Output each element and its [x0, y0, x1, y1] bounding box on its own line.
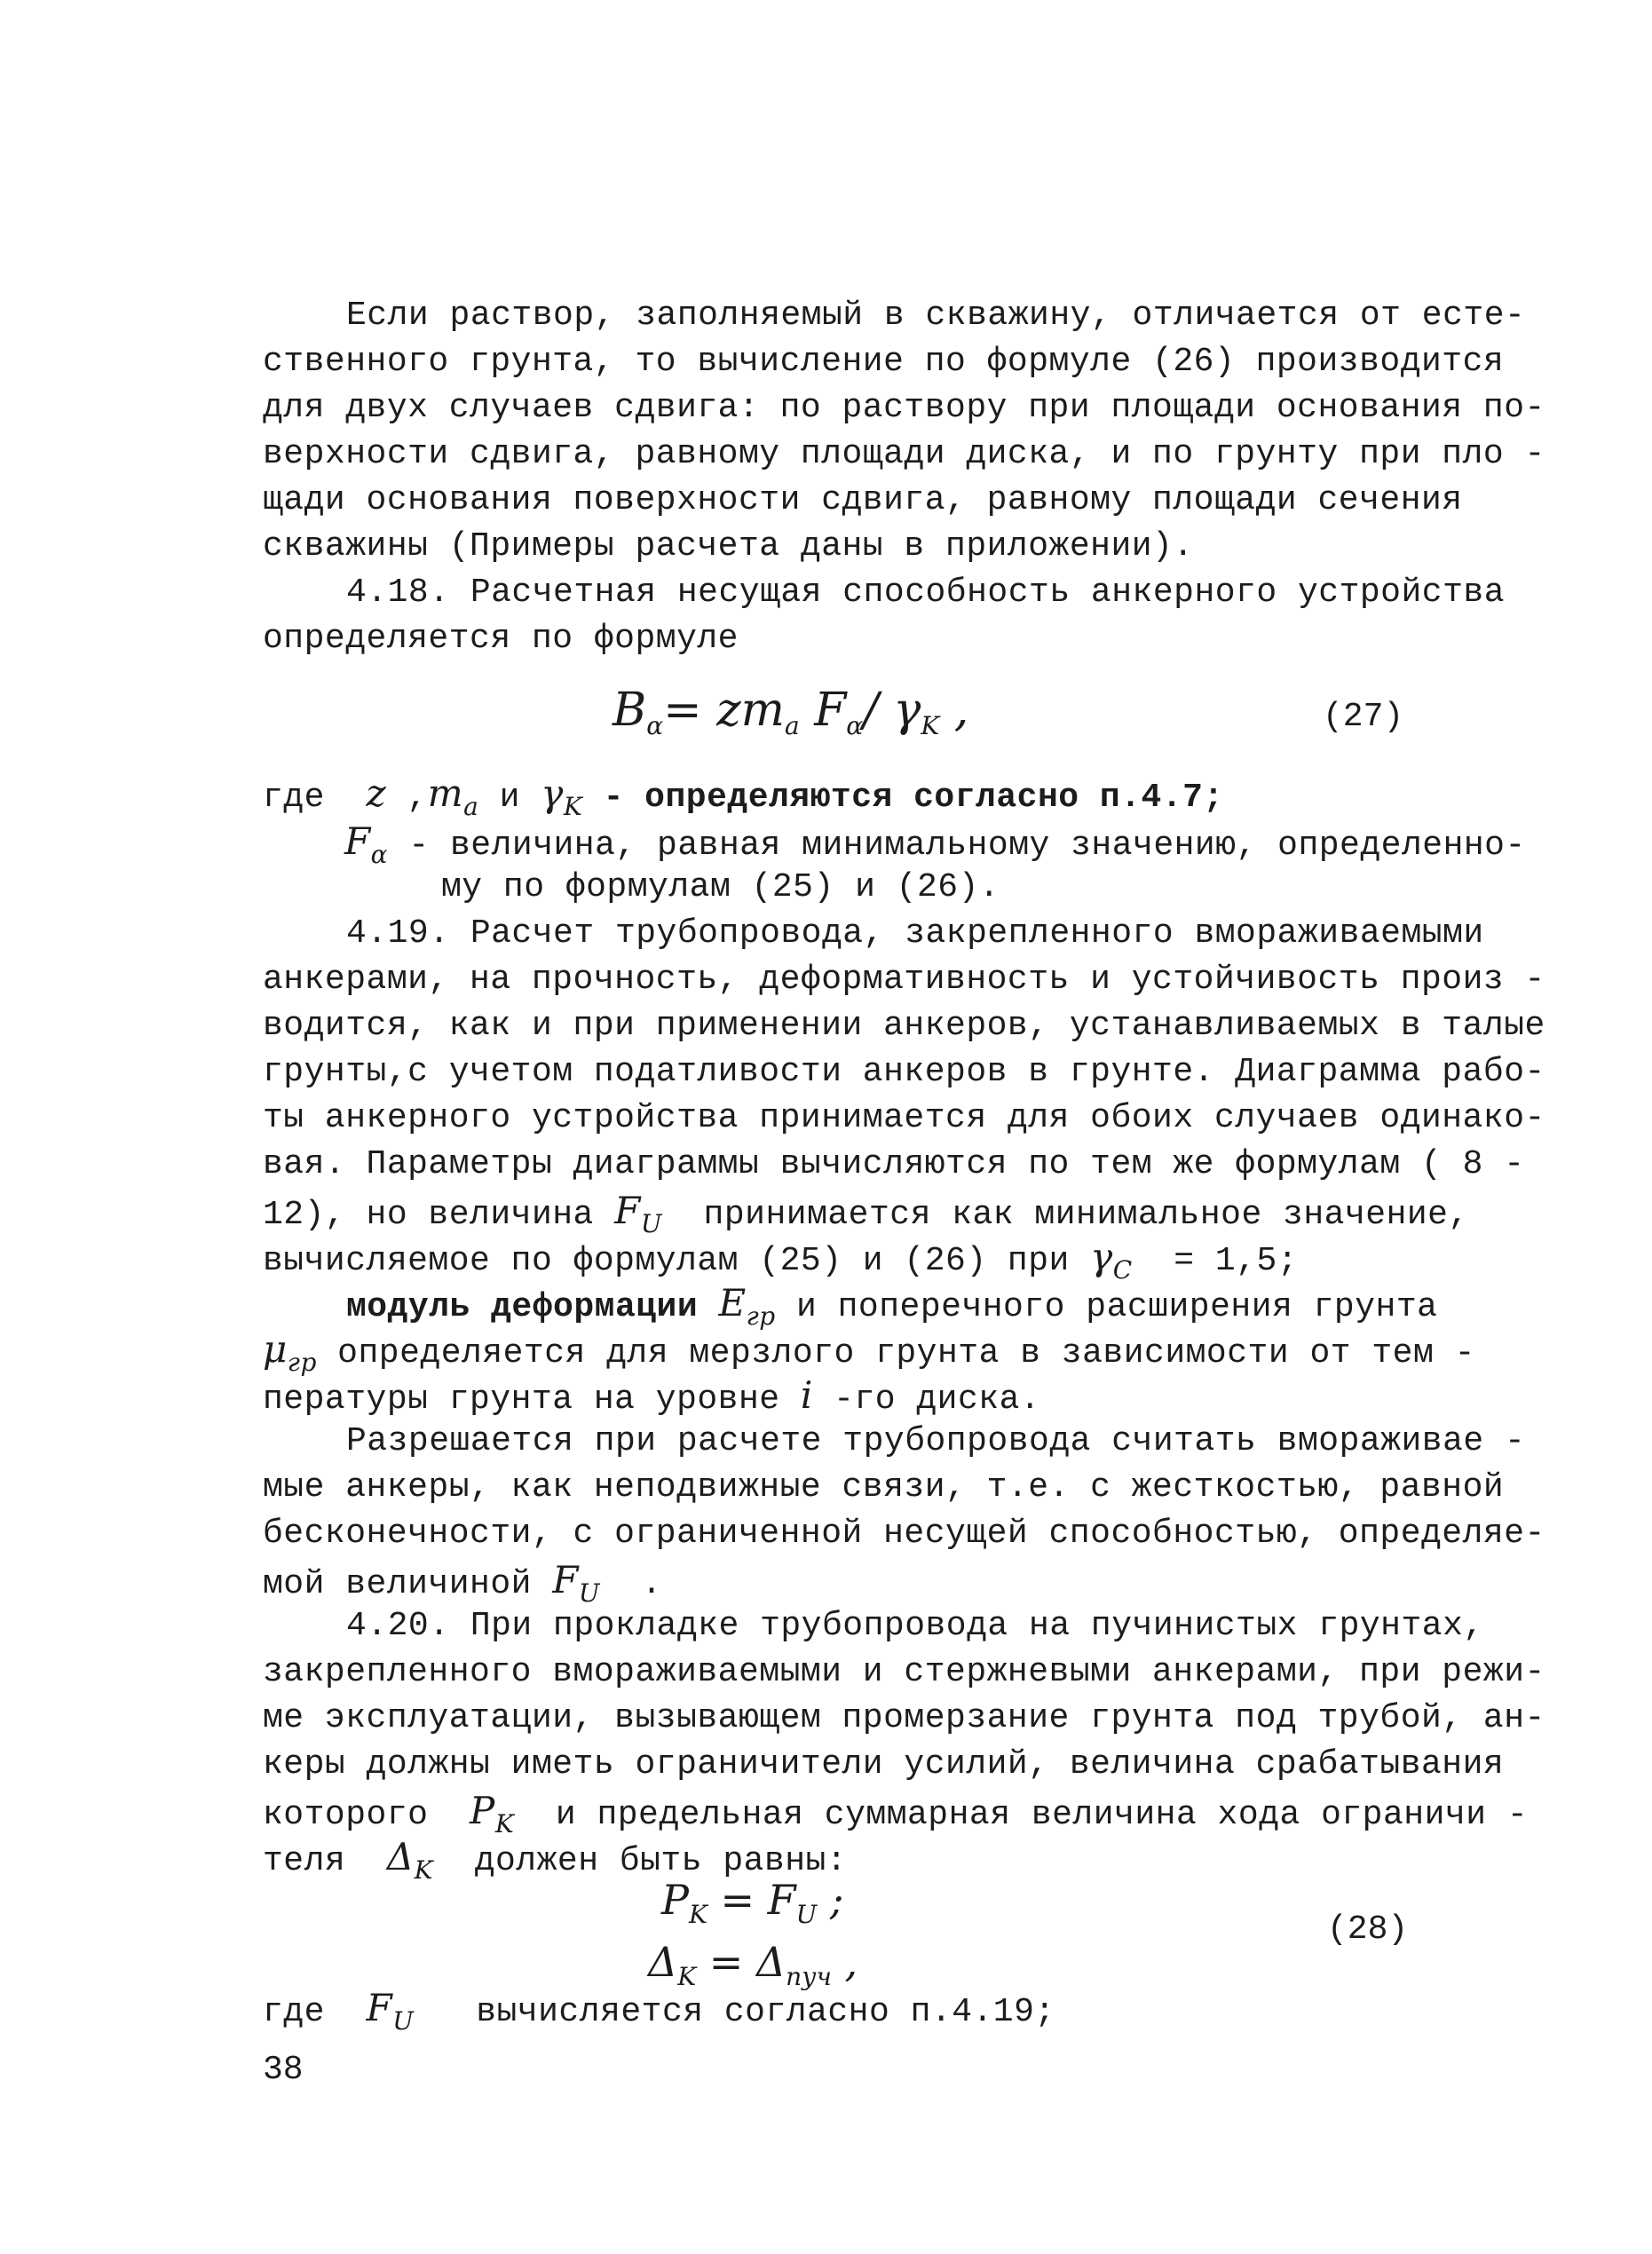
paragraph-1-line-3: для двух случаев сдвига: по раствору при площади основания по-	[263, 389, 1545, 427]
section-4-19-line-3: водится, как и при применении анкеров, устанавливаемых в талые	[263, 1007, 1545, 1045]
section-4-18-line-1: 4.18. Расчетная несущая способность анкерного устройства	[346, 573, 1506, 612]
paragraph-1-line-2: ственного грунта, то вычисление по формуле (26) производится	[263, 343, 1505, 381]
allowed-line-1: Разрешается при расчете трубопровода считать вмораживае -	[346, 1422, 1526, 1460]
fa-definition-line-2: му по формулам (25) и (26).	[441, 868, 1000, 906]
formula-28-line-2: $\Delta_K = \Delta_{пуч}$ ,	[648, 1938, 858, 1991]
section-4-19-line-6: вая. Параметры диаграммы вычисляются по тем же формулам ( 8 -	[263, 1145, 1525, 1183]
formula-27: Bα= zma Fα/ γK ,	[613, 684, 969, 740]
allowed-line-4: мой величиной $F_U$ .	[263, 1558, 662, 1608]
paragraph-1-line-1: Если раствор, заполняемый в скважину, отличается от есте-	[346, 297, 1526, 335]
where-line-4-18: где z $,m_a$ и $\gamma_K$ - определяются согласно п.4.7;	[263, 771, 1224, 821]
section-4-19-line-8: вычисляемое по формулам (25) и (26) при $\gamma_C = 1,5$;	[263, 1235, 1299, 1285]
fa-definition-line: $F_\alpha$ - величина, равная минимальному значению, определенно-	[344, 819, 1526, 869]
paragraph-1-line-6: скважины (Примеры расчета даны в приложении).	[263, 527, 1194, 565]
section-4-19-line-5: ты анкерного устройства принимается для обоих случаев одинако-	[263, 1099, 1545, 1137]
section-4-20-line-2: закрепленного вмораживаемыми и стержневыми анкерами, при режи-	[263, 1653, 1545, 1691]
modulus-line: модуль деформации $E_{гр}$ и поперечного расширения грунта	[346, 1281, 1438, 1331]
formula-28-line-1: $P_K = F_U$ ;	[661, 1876, 844, 1929]
section-4-20-line-3: ме эксплуатации, вызывающем промерзание грунта под трубой, ан-	[263, 1699, 1545, 1737]
page-number: 38	[263, 2051, 304, 2089]
formula-27-number: (27)	[1323, 698, 1404, 736]
paragraph-1-line-5: щади основания поверхности сдвига, равному площади сечения	[263, 481, 1463, 519]
section-4-19-line-2: анкерами, на прочность, деформативность и устойчивость произ -	[263, 961, 1545, 999]
section-4-19-line-4: грунты,с учетом податливости анкеров в грунте. Диаграмма рабо-	[263, 1053, 1545, 1091]
section-4-18-line-2: определяется по формуле	[263, 620, 739, 658]
section-4-19-line-1: 4.19. Расчет трубопровода, закрепленного вмораживаемыми	[346, 914, 1484, 953]
paragraph-1-line-4: верхности сдвига, равному площади диска, и по грунту при пло -	[263, 435, 1545, 473]
allowed-line-3: бесконечности, с ограниченной несущей способностью, определяе-	[263, 1515, 1545, 1553]
allowed-line-2: мые анкеры, как неподвижные связи, т.е. с жесткостью, равной	[263, 1468, 1505, 1507]
temperature-line: пературы грунта на уровне i -го диска.	[263, 1373, 1041, 1419]
section-4-20-line-1: 4.20. При прокладке трубопровода на пучинистых грунтах,	[346, 1607, 1484, 1645]
section-4-20-line-4: керы должны иметь ограничители усилий, величина срабатывания	[263, 1745, 1505, 1783]
poisson-line: $\mu_{гр}$ определяется для мерзлого грунта в зависимости от тем -	[263, 1327, 1475, 1377]
section-4-19-line-7: 12), но величина $F_U$ принимается как минимальное значение,	[263, 1189, 1469, 1238]
section-4-20-line-6: теля $\Delta_K$ должен быть равны:	[263, 1835, 848, 1885]
formula-28-number: (28)	[1327, 1910, 1409, 1949]
section-4-20-line-5: которого $P_K$ и предельная суммарная величина хода ограничи -	[263, 1789, 1529, 1839]
where-line-4-20: где $F_U$ вычисляется согласно п.4.19;	[263, 1986, 1055, 2036]
